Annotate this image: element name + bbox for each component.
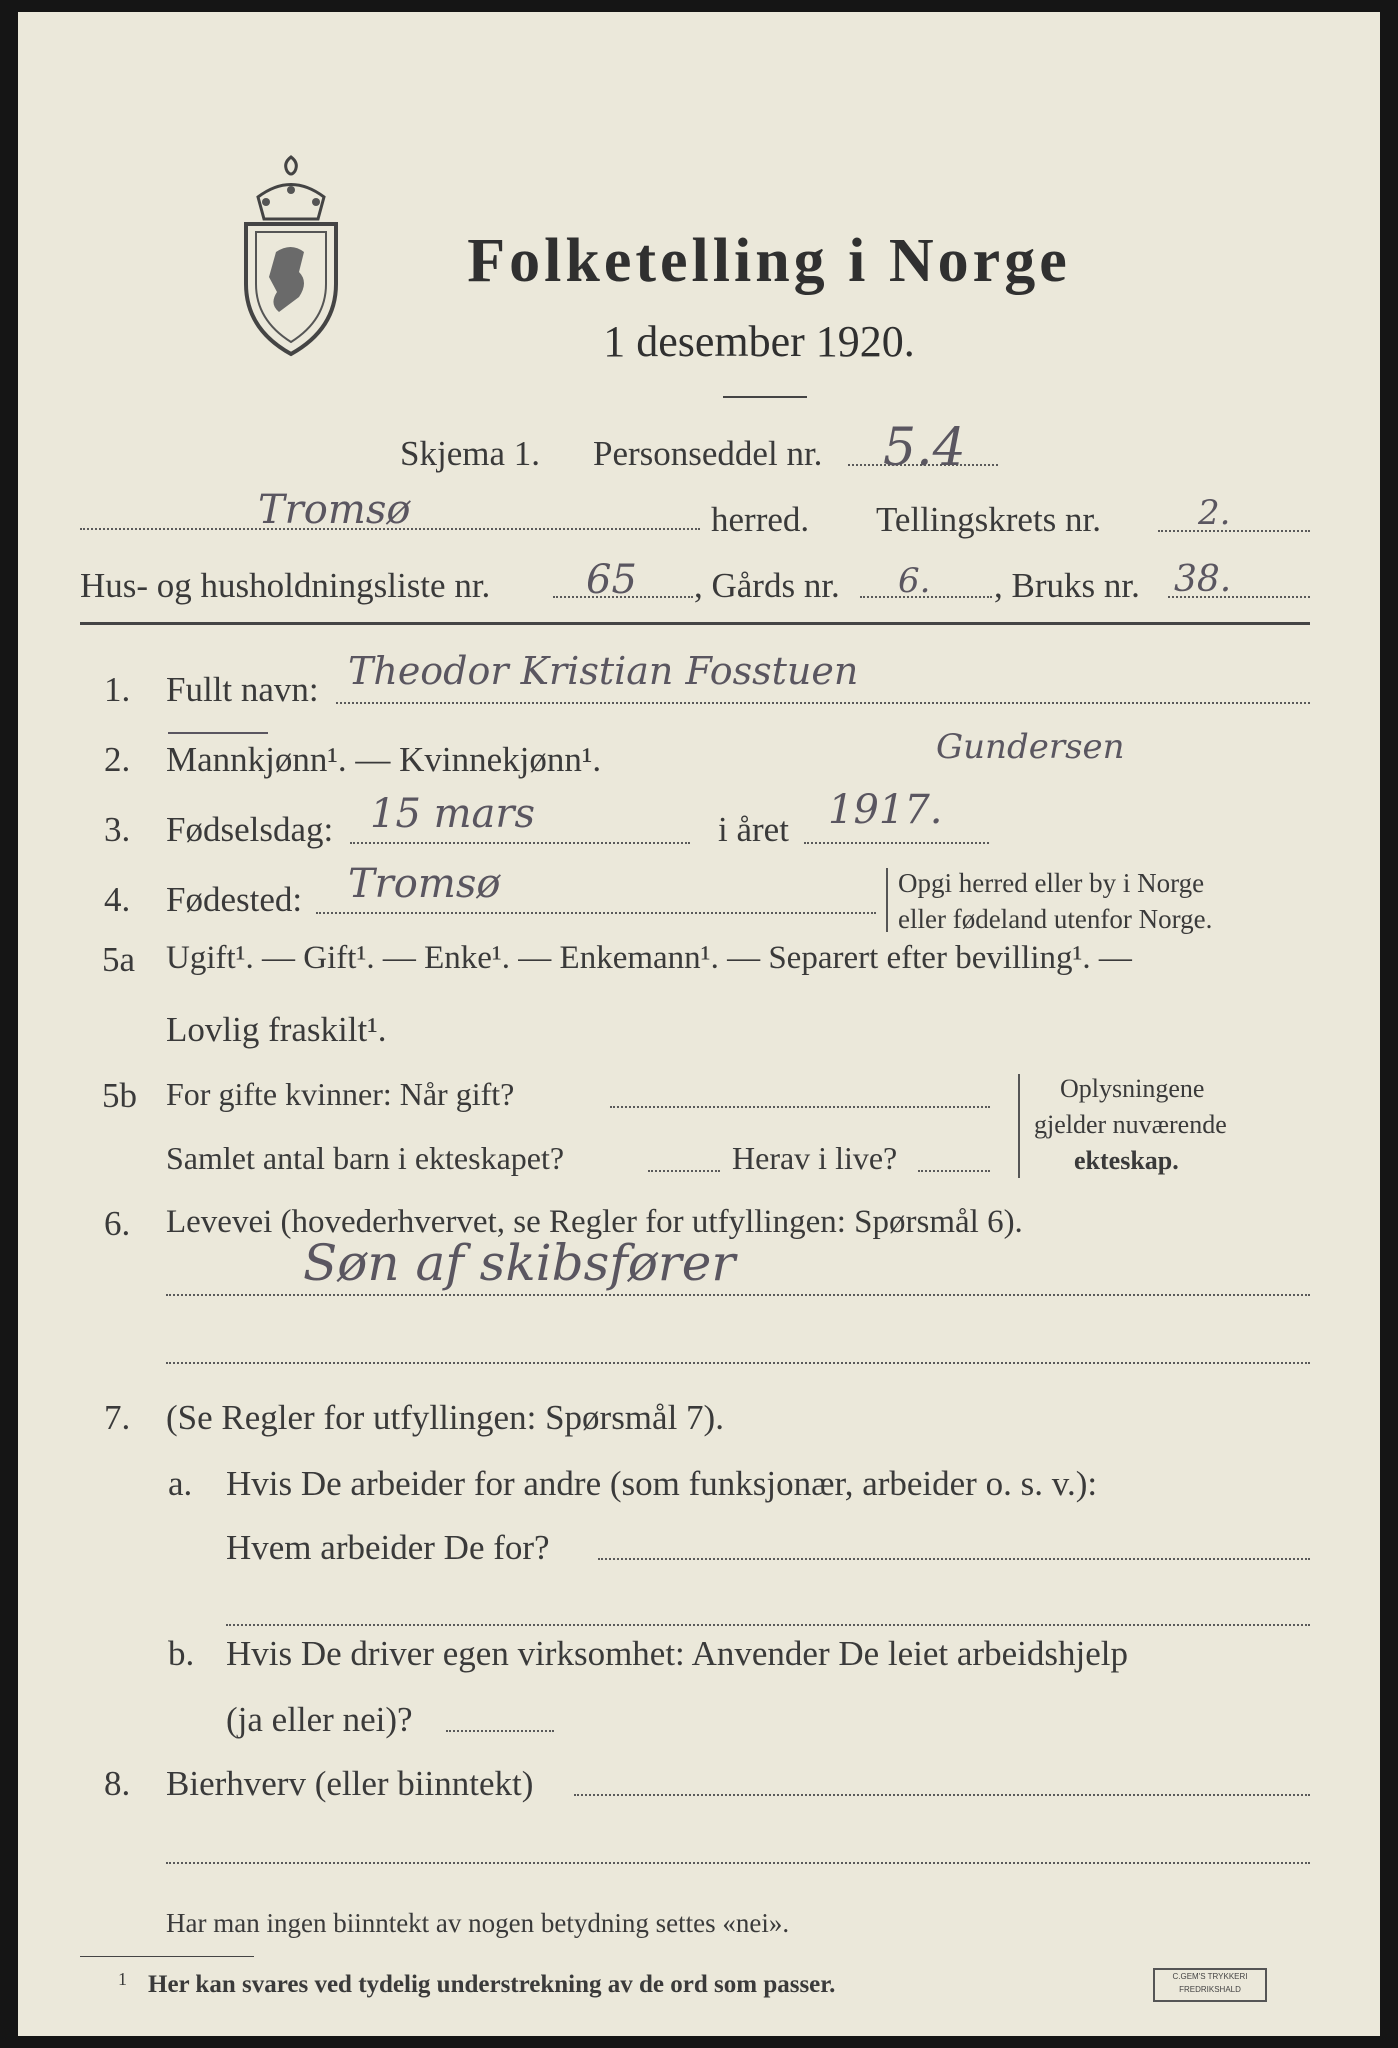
q8-line xyxy=(574,1794,1310,1796)
herred-label: herred. xyxy=(711,500,810,539)
census-form xyxy=(18,12,1380,2036)
footnote-number: 1 xyxy=(118,1969,127,1989)
q2-number: 2. xyxy=(104,740,131,779)
tellingskrets-value: 2. xyxy=(1198,493,1231,533)
census-date: 1 desember 1920. xyxy=(603,317,915,366)
q6-value: Søn af skibsfører xyxy=(303,1234,736,1292)
q1-value: Theodor Kristian Fosstuen xyxy=(348,649,859,693)
tellingskrets-line xyxy=(1158,530,1310,532)
q3-year-value: 1917. xyxy=(828,787,943,833)
q5b-children-line xyxy=(648,1170,720,1172)
q1-number: 1. xyxy=(104,670,131,709)
bruks-label: , Bruks nr. xyxy=(994,566,1140,605)
hus-value: 65 xyxy=(586,557,637,603)
tellingskrets-label: Tellingskrets nr. xyxy=(876,500,1102,539)
q7a-employer-line xyxy=(598,1558,1310,1560)
q3-label: Fødselsdag: xyxy=(166,810,334,849)
note-nei: Har man ingen biinntekt av nogen betydning settes «nei». xyxy=(166,1908,790,1938)
q5b-note-line2: gjelder nuværende xyxy=(1034,1110,1227,1139)
q7-number: 7. xyxy=(104,1398,131,1437)
gards-label: , Gårds nr. xyxy=(694,566,840,605)
q7b-help-label: (ja eller nei)? xyxy=(226,1700,413,1739)
q5b-note-line1: Oplysningene xyxy=(1060,1074,1205,1103)
q4-value: Tromsø xyxy=(348,861,501,907)
q3-year-label: i året xyxy=(718,810,789,849)
q4-number: 4. xyxy=(104,880,131,919)
q2-mannkjonn-underline xyxy=(168,732,268,734)
q5a-label: Ugift¹. — Gift¹. — Enke¹. — Enkemann¹. — Separert efter bevilling¹. — xyxy=(166,940,1132,976)
q7b-letter: b. xyxy=(168,1634,195,1673)
printer-stamp xyxy=(1153,1968,1267,2002)
q3-number: 3. xyxy=(104,810,131,849)
q3-year-line xyxy=(804,842,989,844)
q5b-children-label: Samlet antal barn i ekteskapet? xyxy=(166,1140,565,1176)
q5b-alive-line xyxy=(918,1170,990,1172)
q6-label: Levevei (hovederhvervet, se Regler for utfyllingen: Spørsmål 6). xyxy=(166,1204,1023,1240)
q8-label: Bierhverv (eller biinntekt) xyxy=(166,1764,534,1803)
q5b-label: For gifte kvinner: Når gift? xyxy=(166,1076,515,1112)
form-title: Folketelling i Norge xyxy=(467,227,1071,295)
q4-note-line2: eller fødeland utenfor Norge. xyxy=(898,904,1213,934)
stamp-line2: FREDRIKSHALD xyxy=(1179,1985,1241,1994)
q5b-alive-label: Herav i live? xyxy=(732,1140,898,1176)
q7a-extra-line xyxy=(226,1624,1310,1626)
q7b-label: Hvis De driver egen virksomhet: Anvender De leiet arbeidshjelp xyxy=(226,1634,1128,1673)
q6-line2 xyxy=(166,1362,1310,1364)
q7a-label: Hvis De arbeider for andre (som funksjonær, arbeider o. s. v.): xyxy=(226,1464,1098,1503)
footnote-divider xyxy=(80,1956,254,1957)
title-divider xyxy=(723,396,807,398)
bruks-value: 38. xyxy=(1174,559,1232,600)
herred-value: Tromsø xyxy=(258,487,411,533)
q1-line xyxy=(336,702,1310,704)
q1-value-continued: Gundersen xyxy=(936,727,1125,767)
q5b-note-bracket xyxy=(1018,1074,1020,1178)
personseddel-value: 5.4 xyxy=(883,418,966,478)
q5b-number: 5b xyxy=(102,1076,137,1115)
q7a-employer-label: Hvem arbeider De for? xyxy=(226,1528,550,1567)
q4-line xyxy=(316,912,876,914)
q8-number: 8. xyxy=(104,1764,131,1803)
q4-note-bracket xyxy=(886,868,888,932)
q3-value: 15 mars xyxy=(370,791,536,837)
q4-label: Fødested: xyxy=(166,880,303,919)
header-divider xyxy=(80,622,1310,625)
q5b-note-line3: ekteskap. xyxy=(1074,1146,1179,1175)
q5a-number: 5a xyxy=(102,940,136,979)
q5b-married-line xyxy=(610,1106,990,1108)
q4-note-line1: Opgi herred eller by i Norge xyxy=(898,868,1205,898)
q8-extra-line xyxy=(166,1862,1310,1864)
gards-value: 6. xyxy=(898,561,931,601)
stamp-line1: C.GEM'S TRYKKERI xyxy=(1172,1972,1248,1981)
q7-label: (Se Regler for utfyllingen: Spørsmål 7). xyxy=(166,1398,724,1437)
personseddel-label: Personseddel nr. xyxy=(593,434,823,473)
footnote-text: Her kan svares ved tydelig understrekning av de ord som passer. xyxy=(148,1971,836,1998)
q7b-help-line xyxy=(446,1730,554,1732)
q2-label: Mannkjønn¹. — Kvinnekjønn¹. xyxy=(166,740,602,779)
q1-label: Fullt navn: xyxy=(166,670,319,709)
hus-label: Hus- og husholdningsliste nr. xyxy=(80,566,491,605)
skjema-label: Skjema 1. xyxy=(400,434,540,473)
q6-line1 xyxy=(166,1294,1310,1296)
q3-date-line xyxy=(350,842,690,844)
q6-number: 6. xyxy=(104,1204,131,1243)
q5a-label-continued: Lovlig fraskilt¹. xyxy=(166,1010,387,1049)
q7a-letter: a. xyxy=(168,1464,193,1503)
